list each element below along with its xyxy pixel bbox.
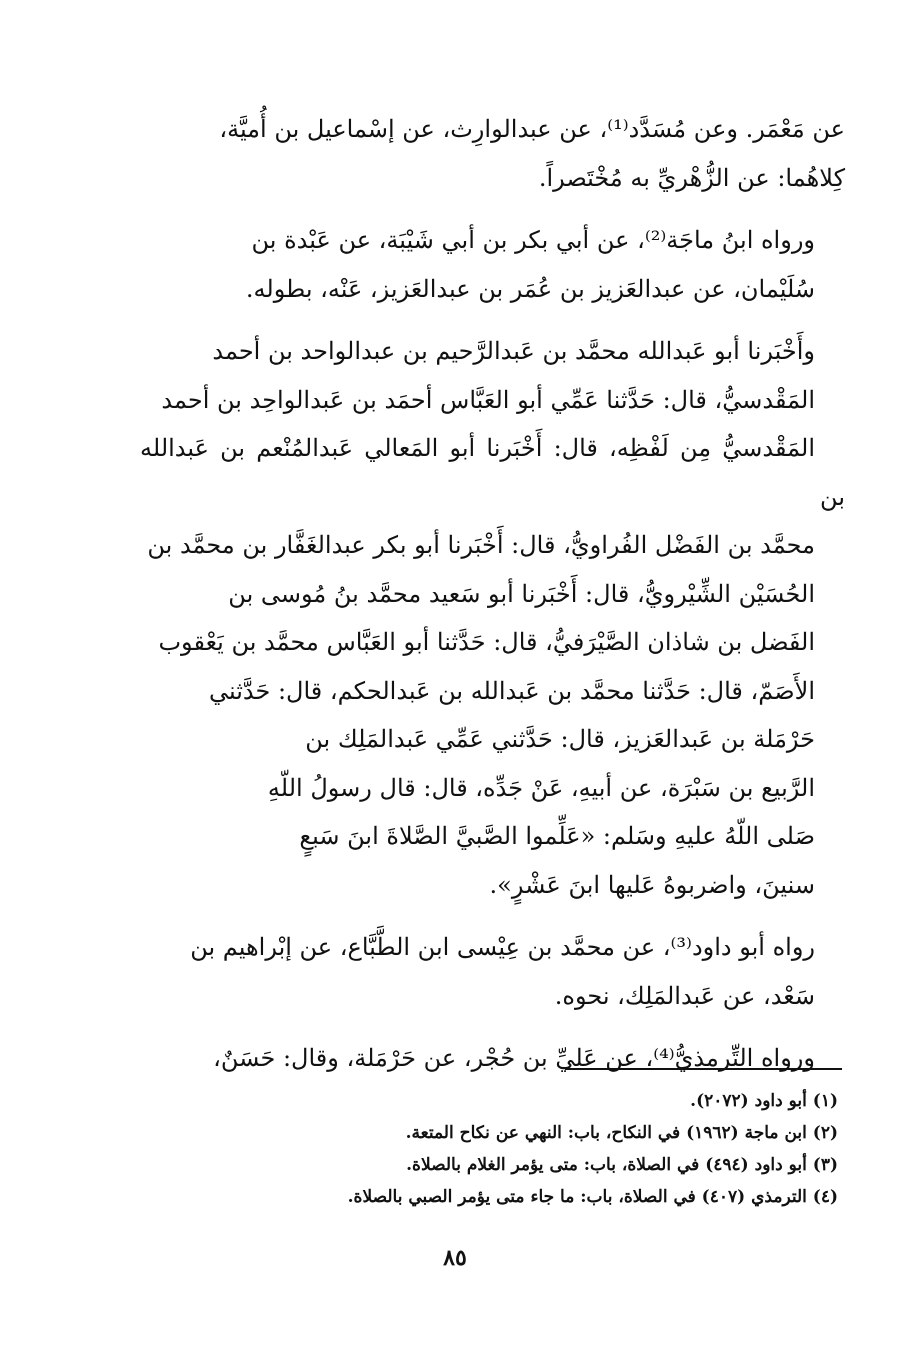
- paragraph-3: [140, 327, 845, 909]
- footnote-3: (٣) أبو داود (٤٩٤) في الصلاة، باب: متى يؤمر الغلام بالصلاة.: [406, 1155, 838, 1175]
- text-line: رواه أبو داود⁽³⁾، عن محمَّد بن عِيْسى ابن الطَّبَّاع، عن إبْراهيم بن: [190, 933, 815, 961]
- text-line: سنينَ، واضربوهُ عَليها ابنَ عَشْرٍ».: [489, 870, 815, 899]
- paragraph-1: [140, 105, 845, 202]
- text-line: حَرْمَلة بن عَبدالعَزيز، قال: حَدَّثني عَمِّي عَبدالمَلِك بن: [305, 725, 815, 753]
- text-line: صَلى اللّهُ عليهِ وسَلم: «عَلِّموا الصَّبيَّ الصَّلاةَ ابنَ سَبعٍ: [299, 822, 815, 850]
- text-line: وأَخْبَرنا أبو عَبدالله محمَّد بن عَبدالرَّحيم بن عبدالواحد بن أحمد: [212, 337, 815, 365]
- footnotes: [300, 1085, 838, 1213]
- text-line: الرَّبيع بن سَبْرَة، عن أبيهِ، عَنْ جَدِّه، قال: قال رسولُ اللّهِ: [267, 773, 815, 802]
- text-line: الفَضل بن شاذان الصَّيْرَفيُّ، قال: حَدَّثنا أبو العَبَّاس محمَّد بن يَعْقوب: [158, 628, 815, 656]
- text-line: سَعْد، عن عَبدالمَلِك، نحوه.: [554, 981, 815, 1010]
- text-line: ورواه التِّرمذيُّ⁽⁴⁾، عن عَليِّ بن حُجْر، عن حَرْمَلة، وقال: حَسَنٌ،: [213, 1044, 815, 1072]
- text-line: الحُسَيْن الشِّيْرويُّ، قال: أَخْبَرنا أبو سَعيد محمَّد بنُ مُوسى بن: [228, 579, 815, 608]
- footnote-4: (٤) الترمذي (٤٠٧) في الصلاة، باب: ما جاء متى يؤمر الصبي بالصلاة.: [347, 1187, 838, 1207]
- paragraph-4: [140, 923, 845, 1020]
- text-line: ورواه ابنُ ماجَة⁽²⁾، عن أبي بكر بن أبي شَيْبَة، عن عَبْدة بن: [251, 226, 815, 254]
- text-line: المَقْدسيُّ، قال: حَدَّثنا عَمِّي أبو العَبَّاس أحمَد بن عَبدالواحِد بن أحمد: [161, 385, 815, 414]
- footnote-2: (٢) ابن ماجة (١٩٦٢) في النكاح، باب: النهي عن نكاح المتعة.: [405, 1123, 838, 1143]
- paragraph-5: [140, 1034, 845, 1083]
- paragraph-2: [140, 216, 845, 313]
- text-line: سُلَيْمان، عن عبدالعَزيز بن عُمَر بن عبدالعَزيز، عَنْه، بطوله.: [245, 274, 815, 303]
- footnote-1: (١) أبو داود (٢٠٧٢).: [690, 1091, 838, 1111]
- text-line: كِلاهُما: عن الزُّهْريِّ به مُخْتَصراً.: [538, 163, 845, 192]
- page-number: ٨٥: [443, 1245, 467, 1271]
- text-line: عن مَعْمَر. وعن مُسَدَّد⁽¹⁾، عن عبدالوارِث، عن إسْماعيل بن أُميَّة،: [219, 115, 845, 143]
- text-line: الأَصَمّ، قال: حَدَّثنا محمَّد بن عَبدالله بن عَبدالحكم، قال: حَدَّثني: [208, 676, 815, 705]
- main-text: [140, 105, 845, 1097]
- footnote-divider: [565, 1068, 842, 1070]
- text-line: المَقْدسيُّ مِن لَفْظِه، قال: أَخْبَرنا أبو المَعالي عَبدالمُنْعم بن عَبدالله بن: [140, 434, 845, 511]
- text-line: محمَّد بن الفَضْل الفُراويُّ، قال: أَخْبَرنا أبو بكر عبدالغَفَّار بن محمَّد بن: [147, 531, 815, 559]
